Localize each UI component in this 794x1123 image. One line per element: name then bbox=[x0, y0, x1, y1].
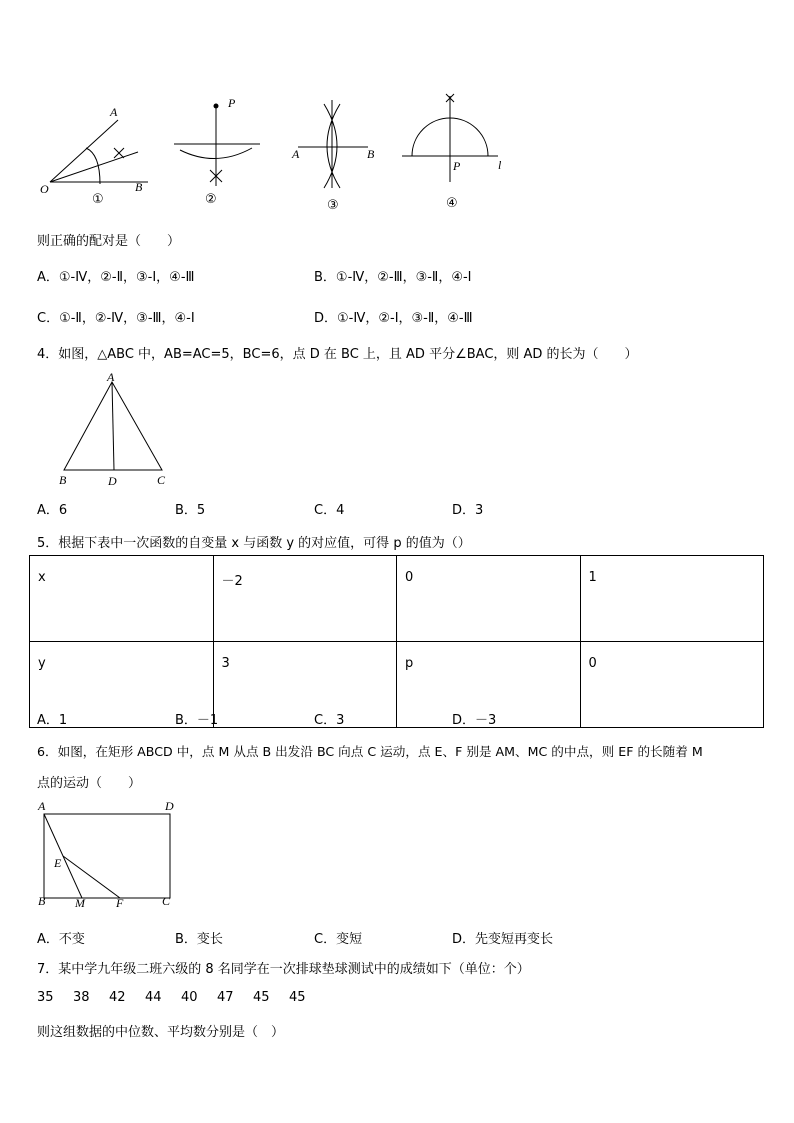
figure-4-perpendicular-through-point bbox=[400, 90, 510, 190]
fig3-label-B: B bbox=[367, 147, 375, 161]
score-value: 40 bbox=[181, 990, 198, 1005]
q7-followup: 则这组数据的中位数、平均数分别是（ ） bbox=[37, 1025, 285, 1040]
q5-option-c: C．3 bbox=[314, 713, 345, 728]
q5-option-a: A．1 bbox=[37, 713, 68, 728]
q4-label-A: A bbox=[107, 370, 115, 384]
q6-option-b: B．变长 bbox=[175, 932, 223, 947]
q6-question-line2: 点的运动（ ） bbox=[37, 776, 142, 791]
q4-label-D: D bbox=[108, 474, 117, 488]
q6-label-E: E bbox=[54, 856, 62, 870]
fig1-caption: ① bbox=[92, 192, 104, 207]
q5-value-table bbox=[29, 555, 764, 728]
fig1-label-O: O bbox=[40, 182, 49, 196]
score-value: 47 bbox=[217, 990, 234, 1005]
figure-3-perpendicular-bisector bbox=[288, 96, 388, 196]
q7-scores bbox=[37, 990, 325, 1005]
q6-label-M: M bbox=[75, 896, 85, 910]
q6-label-B: B bbox=[38, 894, 46, 908]
score-value: 44 bbox=[145, 990, 162, 1005]
fig3-caption: ③ bbox=[327, 198, 339, 213]
score-value: 45 bbox=[289, 990, 306, 1005]
q4-triangle-figure bbox=[58, 378, 178, 488]
q4-question: 4．如图，△ABC 中，AB=AC=5，BC=6，点 D 在 BC 上，且 AD 平分∠BAC，则 AD 的长为（ ） bbox=[37, 347, 638, 362]
table-row bbox=[30, 642, 764, 728]
fig4-label-P: P bbox=[453, 159, 461, 173]
fig4-caption: ④ bbox=[446, 196, 458, 211]
q3-option-b: B．①-Ⅳ，②-Ⅲ，③-Ⅱ，④-Ⅰ bbox=[314, 270, 472, 285]
q3-option-d: D．①-Ⅳ，②-Ⅰ，③-Ⅱ，④-Ⅲ bbox=[314, 311, 473, 326]
q3-option-a: A．①-Ⅳ，②-Ⅱ，③-Ⅰ，④-Ⅲ bbox=[37, 270, 195, 285]
figure-1-angle-bisector bbox=[38, 100, 168, 230]
q6-option-d: D．先变短再变长 bbox=[452, 932, 554, 947]
q3-question: 则正确的配对是（ ） bbox=[37, 234, 181, 249]
q5-question: 5．根据下表中一次函数的自变量 x 与函数 y 的对应值，可得 p 的值为（） bbox=[37, 536, 471, 551]
score-value: 42 bbox=[109, 990, 126, 1005]
q6-option-c: C．变短 bbox=[314, 932, 363, 947]
table-cell: p bbox=[397, 642, 581, 728]
score-value: 38 bbox=[73, 990, 90, 1005]
q7-question: 7．某中学九年级二班六级的 8 名同学在一次排球垫球测试中的成绩如下（单位：个） bbox=[37, 962, 530, 977]
fig4-label-l: l bbox=[498, 158, 502, 172]
fig2-label-P: P bbox=[228, 96, 236, 110]
table-cell: 1 bbox=[580, 556, 764, 642]
q4-label-C: C bbox=[157, 473, 166, 487]
fig1-label-A: A bbox=[110, 105, 118, 119]
score-value: 45 bbox=[253, 990, 270, 1005]
figure-2-perpendicular-from-point bbox=[170, 98, 270, 198]
table-cell: 0 bbox=[580, 642, 764, 728]
table-row bbox=[30, 556, 764, 642]
table-cell: 0 bbox=[397, 556, 581, 642]
table-cell: y bbox=[30, 642, 214, 728]
q6-label-D: D bbox=[165, 799, 174, 813]
score-value: 35 bbox=[37, 990, 54, 1005]
q6-option-a: A．不变 bbox=[37, 932, 85, 947]
q6-label-F: F bbox=[116, 896, 124, 910]
table-cell: －2 bbox=[213, 556, 397, 642]
q6-label-C: C bbox=[162, 894, 171, 908]
q4-label-B: B bbox=[59, 473, 67, 487]
q6-label-A: A bbox=[38, 799, 46, 813]
q5-option-d: D．－3 bbox=[452, 713, 497, 728]
q3-option-c: C．①-Ⅱ，②-Ⅳ，③-Ⅲ，④-Ⅰ bbox=[37, 311, 195, 326]
table-cell: 3 bbox=[213, 642, 397, 728]
q5-option-b: B．－1 bbox=[175, 713, 219, 728]
q4-option-c: C．4 bbox=[314, 503, 345, 518]
q4-option-b: B．5 bbox=[175, 503, 206, 518]
q6-question-line1: 6．如图，在矩形 ABCD 中，点 M 从点 B 出发沿 BC 向点 C 运动，点 E、F 别是 AM、MC 的中点，则 EF 的长随着 M bbox=[37, 744, 703, 759]
q4-option-a: A．6 bbox=[37, 503, 68, 518]
fig2-caption: ② bbox=[205, 192, 217, 207]
fig1-label-B: B bbox=[135, 180, 143, 194]
table-cell: x bbox=[30, 556, 214, 642]
q4-option-d: D．3 bbox=[452, 503, 484, 518]
fig3-label-A: A bbox=[292, 147, 300, 161]
